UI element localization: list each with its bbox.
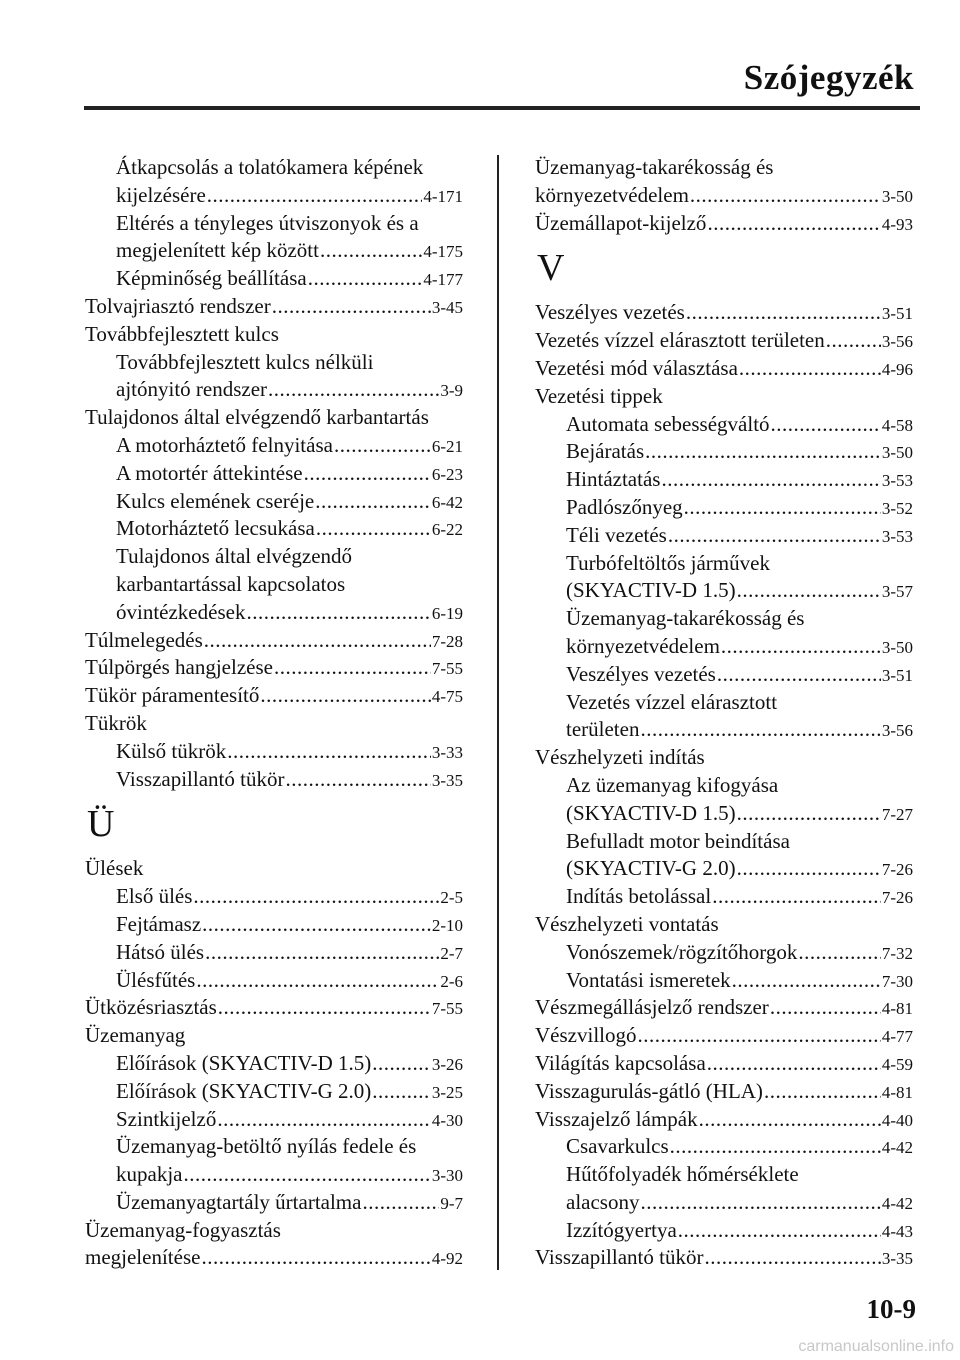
dot-leader (372, 1050, 431, 1078)
page-reference: 4-75 (431, 687, 463, 707)
dot-leader (304, 460, 431, 488)
entry-text: Vészhelyzeti vontatás (535, 911, 719, 936)
page-reference: 3-53 (881, 471, 913, 491)
index-subentry (85, 515, 463, 543)
index-entry (85, 1217, 463, 1245)
index-subentry (85, 154, 463, 182)
index-entry (535, 1050, 913, 1078)
entry-text: Túlmelegedés (85, 627, 203, 652)
page-reference: 3-35 (431, 770, 463, 790)
entry-text: alacsony (566, 1189, 640, 1214)
entry-text: Vezetés vízzel elárasztott (566, 689, 778, 714)
dot-leader (670, 1133, 881, 1161)
dot-leader (183, 1161, 430, 1189)
section-letter: Ü (87, 803, 115, 846)
dot-leader (372, 1078, 431, 1106)
entry-text: Üzemanyag (85, 1023, 186, 1048)
page-reference: 3-50 (881, 637, 913, 657)
entry-text: Előírások (SKYACTIV-G 2.0) (116, 1078, 372, 1103)
dot-leader (686, 299, 881, 327)
entry-text: Vezetési mód választása (535, 355, 738, 380)
page-reference: 7-27 (881, 804, 913, 824)
page-reference: 4-92 (431, 1249, 463, 1269)
page-reference: 7-32 (881, 943, 913, 963)
index-subentry (85, 939, 463, 967)
index-subentry (85, 967, 463, 995)
index-subentry (85, 543, 463, 571)
dot-leader (707, 1050, 881, 1078)
index-subentry (85, 911, 463, 939)
dot-leader (771, 411, 881, 439)
index-column-left (85, 154, 463, 1272)
index-subentry (85, 182, 463, 210)
entry-text: Üzemanyag-takarékosság és (566, 606, 805, 631)
page-reference: 4-43 (881, 1221, 913, 1241)
page-reference: 4-77 (881, 1027, 913, 1047)
dot-leader (737, 800, 881, 828)
entry-text: Világítás kapcsolása (535, 1050, 706, 1075)
entry-text: Továbbfejlesztett kulcs nélküli (116, 349, 374, 374)
dot-leader (637, 1022, 880, 1050)
index-subentry (85, 1050, 463, 1078)
dot-leader (699, 1106, 881, 1134)
index-subentry (535, 1217, 913, 1245)
index-subentry (535, 1189, 913, 1217)
index-subentry (85, 349, 463, 377)
page-reference: 6-21 (431, 436, 463, 456)
dot-leader (308, 265, 423, 293)
dot-leader (704, 1244, 880, 1272)
dot-leader (315, 488, 431, 516)
page-reference: 3-50 (881, 443, 913, 463)
dot-leader (684, 494, 881, 522)
page-reference: 4-177 (423, 270, 463, 290)
dot-leader (721, 633, 881, 661)
index-subentry (535, 855, 913, 883)
entry-text: Üzemanyag-takarékosság és (535, 155, 774, 179)
header-rule (84, 106, 920, 110)
entry-text: Vontatási ismeretek (566, 967, 731, 992)
page-reference: 3-57 (881, 582, 913, 602)
index-subentry (85, 1161, 463, 1189)
dot-leader (739, 355, 881, 383)
index-subentry (535, 438, 913, 466)
dot-leader (320, 237, 422, 265)
dot-leader (201, 1244, 430, 1272)
dot-leader (640, 716, 880, 744)
column-divider (497, 155, 499, 1270)
index-subentry (535, 800, 913, 828)
index-entry (85, 293, 463, 321)
entry-text: Hintáztatás (566, 467, 661, 492)
page-reference: 3-25 (431, 1082, 463, 1102)
page-reference: 7-30 (881, 971, 913, 991)
dot-leader (285, 766, 430, 794)
page-reference: 4-42 (881, 1193, 913, 1213)
index-subentry (85, 599, 463, 627)
entry-text: Izzítógyertya (566, 1217, 677, 1242)
index-subentry (535, 466, 913, 494)
page-reference: 6-22 (431, 520, 463, 540)
page-reference: 3-35 (881, 1249, 913, 1269)
entry-text: megjelenített kép között (116, 238, 319, 263)
dot-leader (712, 883, 881, 911)
entry-text: Visszapillantó tükör (535, 1245, 704, 1270)
dot-leader (737, 855, 881, 883)
dot-leader (268, 376, 439, 404)
dot-leader (196, 967, 439, 995)
entry-text: ajtónyitó rendszer (116, 377, 268, 402)
dot-leader (204, 627, 431, 655)
entry-text: Automata sebességváltó (566, 411, 770, 436)
index-subentry (535, 1161, 913, 1189)
index-subentry (535, 522, 913, 550)
entry-text: A motortér áttekintése (116, 460, 303, 485)
index-subentry (535, 577, 913, 605)
entry-text: Tükrök (85, 710, 147, 735)
dot-leader (737, 577, 881, 605)
index-subentry (85, 265, 463, 293)
page-reference: 3-56 (881, 332, 913, 352)
entry-text: Bejáratás (566, 439, 645, 464)
index-subentry (85, 237, 463, 265)
index-entry (535, 299, 913, 327)
entry-text: Eltérés a tényleges útviszonyok és a (116, 210, 419, 235)
index-subentry (535, 633, 913, 661)
page-reference: 9-7 (440, 1193, 463, 1213)
index-subentry (535, 828, 913, 856)
index-subentry (85, 432, 463, 460)
page-reference: 2-5 (440, 888, 463, 908)
page-reference: 3-51 (881, 304, 913, 324)
index-entry (85, 682, 463, 710)
dot-leader (316, 515, 431, 543)
entry-text: Turbófeltöltős járművek (566, 550, 770, 575)
index-subentry (535, 939, 913, 967)
entry-text: Téli vezetés (566, 522, 667, 547)
entry-text: Hátsó ülés (116, 939, 205, 964)
entry-text: Visszajelző lámpák (535, 1106, 698, 1131)
page-reference: 7-55 (431, 999, 463, 1019)
dot-leader (645, 438, 881, 466)
entry-text: Vészvillogó (535, 1023, 637, 1048)
entry-text: Képminőség beállítása (116, 266, 307, 291)
page-reference: 4-93 (881, 214, 913, 234)
entry-text: Előírások (SKYACTIV-D 1.5) (116, 1050, 372, 1075)
watermark: carmanualsonline.info (798, 1338, 954, 1355)
page-reference: 4-96 (881, 359, 913, 379)
page-reference: 3-26 (431, 1054, 463, 1074)
index-entry (535, 383, 913, 411)
entry-text: Visszagurulás-gátló (HLA) (535, 1078, 763, 1103)
entry-text: Tolvajriasztó rendszer (85, 293, 271, 318)
entry-text: Vezetési tippek (535, 383, 663, 408)
page-reference: 4-59 (881, 1054, 913, 1074)
index-subentry (535, 1133, 913, 1161)
index-subentry (535, 772, 913, 800)
dot-leader (193, 883, 439, 911)
index-entry (85, 994, 463, 1022)
entry-text: környezetvédelem (566, 633, 720, 658)
index-column-right (535, 154, 913, 1272)
dot-leader (640, 1189, 880, 1217)
index-entry (535, 327, 913, 355)
page-reference: 4-171 (423, 186, 463, 206)
page-number: 10-9 (866, 1294, 916, 1324)
index-entry (85, 321, 463, 349)
index-subentry (535, 716, 913, 744)
dot-leader (707, 210, 880, 238)
index-entry (535, 355, 913, 383)
entry-text: Üzemanyagtartály űrtartalma (116, 1189, 362, 1214)
page-reference: 4-175 (423, 242, 463, 262)
entry-text: kupakja (116, 1162, 183, 1187)
page-reference: 6-42 (431, 492, 463, 512)
index-entry (85, 855, 463, 883)
page-reference: 7-55 (431, 659, 463, 679)
page-reference: 4-30 (431, 1110, 463, 1130)
index-entry (535, 1244, 913, 1272)
entry-text: Vezetés vízzel elárasztott területen (535, 328, 825, 353)
page-reference: 3-45 (431, 297, 463, 317)
dot-leader (717, 661, 881, 689)
entry-text: Az üzemanyag kifogyása (566, 772, 779, 797)
index-entry (85, 654, 463, 682)
entry-text: Túlpörgés hangjelzése (85, 655, 273, 680)
entry-text: Vészhelyzeti indítás (535, 745, 705, 770)
page-reference: 3-9 (440, 381, 463, 401)
entry-text: Visszapillantó tükör (116, 766, 285, 791)
index-subentry (85, 210, 463, 238)
index-subentry (85, 1189, 463, 1217)
index-subentry (85, 1133, 463, 1161)
dot-leader (217, 1106, 431, 1134)
dot-leader (274, 654, 431, 682)
dot-leader (826, 327, 881, 355)
entry-text: Befulladt motor beindítása (566, 828, 790, 853)
index-entry (85, 627, 463, 655)
entry-text: Továbbfejlesztett kulcs (85, 321, 279, 346)
page-reference: 4-58 (881, 415, 913, 435)
entry-text: Üzemanyag-betöltő nyílás fedele és (116, 1134, 417, 1159)
entry-text: Üzemállapot-kijelző (535, 210, 707, 235)
entry-text: Tükör páramentesítő (85, 683, 260, 708)
dot-leader (272, 293, 431, 321)
entry-text: karbantartással kapcsolatos (116, 571, 346, 596)
page-reference: 3-51 (881, 665, 913, 685)
index-subentry (85, 460, 463, 488)
entry-text: Veszélyes vezetés (535, 300, 685, 325)
entry-text: kijelzésére (116, 182, 206, 207)
index-subentry (535, 883, 913, 911)
entry-text: Üzemanyag-fogyasztás (85, 1217, 281, 1242)
page-reference: 3-33 (431, 742, 463, 762)
dot-leader (661, 466, 880, 494)
page-reference: 4-40 (881, 1110, 913, 1130)
index-entry (535, 182, 913, 210)
entry-text: óvintézkedések (116, 599, 246, 624)
dot-leader (260, 682, 430, 710)
index-subentry (85, 738, 463, 766)
entry-text: Ütközésriasztás (85, 995, 217, 1020)
index-subentry (85, 1078, 463, 1106)
entry-text: Vészmegállásjelző rendszer (535, 995, 769, 1020)
entry-text: Szintkijelző (116, 1106, 217, 1131)
entry-text: Ülésfűtés (116, 967, 196, 992)
entry-text: Tulajdonos által elvégzendő karbantartás (85, 405, 429, 430)
index-entry (535, 1022, 913, 1050)
index-entry (535, 210, 913, 238)
page-reference: 4-81 (881, 999, 913, 1019)
entry-text: Külső tükrök (116, 738, 227, 763)
dot-leader (202, 911, 431, 939)
index-subentry (535, 605, 913, 633)
entry-text: Fejtámasz (116, 911, 202, 936)
entry-text: Átkapcsolás a tolatókamera képének (116, 155, 424, 179)
entry-text: megjelenítése (85, 1245, 201, 1270)
entry-text: A motorháztető felnyitása (116, 432, 333, 457)
dot-leader (770, 994, 881, 1022)
page-reference: 4-42 (881, 1138, 913, 1158)
page-reference: 2-10 (431, 915, 463, 935)
index-subentry (535, 967, 913, 995)
dot-leader (334, 432, 431, 460)
dot-leader (690, 182, 881, 210)
page-reference: 3-52 (881, 498, 913, 518)
page-reference: 7-28 (431, 631, 463, 651)
index-subentry (535, 494, 913, 522)
page-reference: 3-30 (431, 1166, 463, 1186)
dot-leader (227, 738, 431, 766)
entry-text: (SKYACTIV-D 1.5) (566, 578, 736, 603)
entry-text: Első ülés (116, 884, 193, 909)
entry-text: Padlószőnyeg (566, 494, 683, 519)
page-reference: 4-81 (881, 1082, 913, 1102)
entry-text: Veszélyes vezetés (566, 661, 716, 686)
dot-leader (207, 182, 423, 210)
page-reference: 3-50 (881, 186, 913, 206)
index-subentry (85, 571, 463, 599)
dot-leader (732, 967, 881, 995)
index-entry (535, 1106, 913, 1134)
index-entry (85, 1022, 463, 1050)
index-subentry (85, 376, 463, 404)
index-entry (535, 994, 913, 1022)
index-subentry (535, 411, 913, 439)
index-subentry (535, 661, 913, 689)
index-entry (535, 744, 913, 772)
section-letter: V (537, 247, 565, 290)
entry-text: (SKYACTIV-G 2.0) (566, 856, 736, 881)
index-entry (85, 710, 463, 738)
entry-text: Motorháztető lecsukása (116, 516, 315, 541)
entry-text: Hűtőfolyadék hőmérséklete (566, 1162, 799, 1187)
entry-text: területen (566, 717, 640, 742)
index-subentry (85, 883, 463, 911)
entry-text: Ülések (85, 856, 144, 881)
page-title: Szójegyzék (743, 58, 914, 97)
entry-text: (SKYACTIV-D 1.5) (566, 800, 736, 825)
dot-leader (798, 939, 880, 967)
index-entry (535, 154, 913, 182)
page-reference: 6-19 (431, 603, 463, 623)
page-reference: 7-26 (881, 860, 913, 880)
index-subentry (535, 689, 913, 717)
page-reference: 7-26 (881, 888, 913, 908)
index-entry (85, 1244, 463, 1272)
index-subentry (85, 488, 463, 516)
index-subentry (535, 550, 913, 578)
index-subentry (85, 766, 463, 794)
index-entry (535, 911, 913, 939)
page-reference: 3-56 (881, 721, 913, 741)
index-entry (85, 404, 463, 432)
dot-leader (218, 994, 431, 1022)
index-subentry (85, 1106, 463, 1134)
page-reference: 6-23 (431, 464, 463, 484)
dot-leader (764, 1078, 881, 1106)
dot-leader (362, 1189, 439, 1217)
dot-leader (678, 1217, 881, 1245)
entry-text: Csavarkulcs (566, 1134, 669, 1159)
dot-leader (246, 599, 430, 627)
entry-text: Kulcs elemének cseréje (116, 488, 315, 513)
entry-text: környezetvédelem (535, 182, 689, 207)
index-entry (535, 1078, 913, 1106)
page-reference: 3-53 (881, 526, 913, 546)
page-reference: 2-7 (440, 943, 463, 963)
entry-text: Indítás betolással (566, 884, 712, 909)
dot-leader (668, 522, 881, 550)
dot-leader (205, 939, 439, 967)
page-reference: 2-6 (440, 971, 463, 991)
entry-text: Vonószemek/rögzítőhorgok (566, 939, 798, 964)
entry-text: Tulajdonos által elvégzendő (116, 544, 353, 569)
